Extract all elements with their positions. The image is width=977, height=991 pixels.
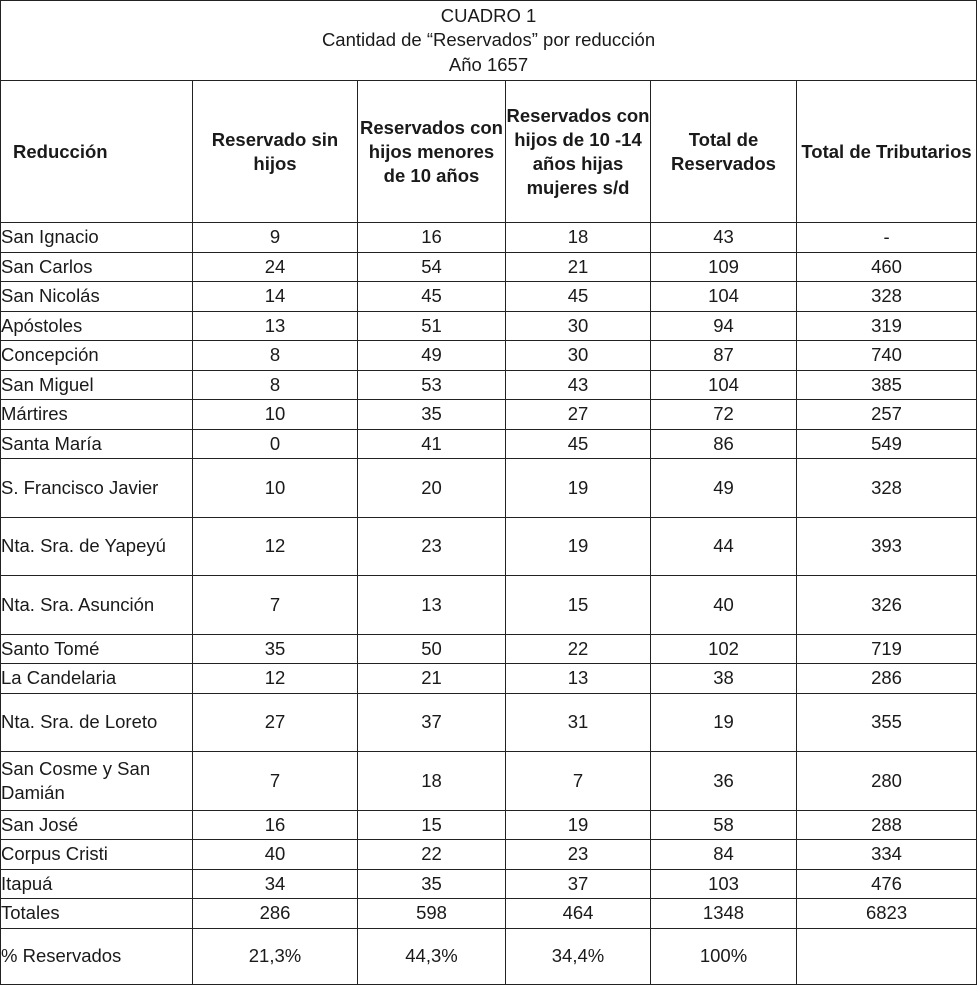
table-row <box>1 252 977 282</box>
hijos-10-14-cell: 21 <box>506 252 651 282</box>
total-reservados-cell: 104 <box>651 370 797 400</box>
total-reservados-cell: 49 <box>651 459 797 518</box>
table-row <box>1 664 977 694</box>
total-reservados-cell: 43 <box>651 223 797 253</box>
caption-subtitle: Cantidad de “Reservados” por reducción <box>321 29 656 51</box>
reduccion-name-cell: San Nicolás <box>1 282 193 312</box>
hijos-menores-cell: 23 <box>358 517 506 576</box>
hijos-menores-cell: 35 <box>358 869 506 899</box>
hijos-10-14-cell: 7 <box>506 752 651 811</box>
hijos-10-14-cell: 34,4% <box>506 928 651 984</box>
reservado-sin-hijos-cell: 16 <box>193 810 358 840</box>
total-reservados-cell: 87 <box>651 341 797 371</box>
reduccion-name-cell: Mártires <box>1 400 193 430</box>
reservado-sin-hijos-cell: 10 <box>193 459 358 518</box>
hijos-menores-cell: 15 <box>358 810 506 840</box>
total-reservados-cell: 102 <box>651 634 797 664</box>
total-tributarios-cell: 319 <box>797 311 977 341</box>
hijos-menores-cell: 21 <box>358 664 506 694</box>
reservado-sin-hijos-cell: 12 <box>193 517 358 576</box>
total-reservados-cell: 36 <box>651 752 797 811</box>
header-reservado-sin-hijos: Reservado sin hijos <box>193 81 358 223</box>
hijos-10-14-cell: 30 <box>506 311 651 341</box>
hijos-10-14-cell: 31 <box>506 693 651 752</box>
hijos-10-14-cell: 27 <box>506 400 651 430</box>
reduccion-name-cell: Apóstoles <box>1 311 193 341</box>
hijos-menores-cell: 16 <box>358 223 506 253</box>
total-tributarios-cell: 334 <box>797 840 977 870</box>
reservado-sin-hijos-cell: 7 <box>193 576 358 635</box>
header-reduccion: Reducción <box>1 81 193 223</box>
total-tributarios-cell: - <box>797 223 977 253</box>
hijos-menores-cell: 22 <box>358 840 506 870</box>
reduccion-name-cell: Nta. Sra. de Loreto <box>1 693 193 752</box>
total-tributarios-cell: 393 <box>797 517 977 576</box>
reduccion-name-cell: San Carlos <box>1 252 193 282</box>
hijos-10-14-cell: 43 <box>506 370 651 400</box>
table-row <box>1 400 977 430</box>
header-reservados-hijos-menores: Reservados con hijos menores de 10 años <box>358 81 506 223</box>
table-row <box>1 341 977 371</box>
caption-row <box>1 1 977 81</box>
header-total-reservados: Total de Reservados <box>651 81 797 223</box>
total-reservados-cell: 109 <box>651 252 797 282</box>
table-row <box>1 370 977 400</box>
hijos-menores-cell: 51 <box>358 311 506 341</box>
totals-row <box>1 899 977 929</box>
table-caption <box>1 1 977 81</box>
hijos-menores-cell: 50 <box>358 634 506 664</box>
total-reservados-cell: 40 <box>651 576 797 635</box>
hijos-menores-cell: 35 <box>358 400 506 430</box>
table-row <box>1 517 977 576</box>
reservado-sin-hijos-cell: 7 <box>193 752 358 811</box>
reservado-sin-hijos-cell: 35 <box>193 634 358 664</box>
table-row <box>1 429 977 459</box>
hijos-10-14-cell: 37 <box>506 869 651 899</box>
reservado-sin-hijos-cell: 12 <box>193 664 358 694</box>
reservado-sin-hijos-cell: 286 <box>193 899 358 929</box>
reservado-sin-hijos-cell: 8 <box>193 341 358 371</box>
caption-year: Año 1657 <box>448 53 529 75</box>
reduccion-name-cell: Santo Tomé <box>1 634 193 664</box>
hijos-menores-cell: 54 <box>358 252 506 282</box>
total-reservados-cell: 86 <box>651 429 797 459</box>
hijos-10-14-cell: 464 <box>506 899 651 929</box>
hijos-menores-cell: 44,3% <box>358 928 506 984</box>
table-row <box>1 693 977 752</box>
reduccion-name-cell: S. Francisco Javier <box>1 459 193 518</box>
hijos-menores-cell: 37 <box>358 693 506 752</box>
total-tributarios-cell: 328 <box>797 282 977 312</box>
reservado-sin-hijos-cell: 8 <box>193 370 358 400</box>
table-row <box>1 840 977 870</box>
total-tributarios-cell: 355 <box>797 693 977 752</box>
hijos-10-14-cell: 45 <box>506 282 651 312</box>
reservado-sin-hijos-cell: 24 <box>193 252 358 282</box>
total-tributarios-cell <box>797 928 977 984</box>
reduccion-name-cell: San Ignacio <box>1 223 193 253</box>
total-reservados-cell: 104 <box>651 282 797 312</box>
total-tributarios-cell: 549 <box>797 429 977 459</box>
table-row <box>1 223 977 253</box>
reduccion-name-cell: San José <box>1 810 193 840</box>
caption-title: CUADRO 1 <box>440 4 537 26</box>
table-row <box>1 634 977 664</box>
table-row <box>1 869 977 899</box>
reduccion-name-cell: Nta. Sra. de Yapeyú <box>1 517 193 576</box>
total-tributarios-cell: 257 <box>797 400 977 430</box>
percent-row <box>1 928 977 984</box>
reservado-sin-hijos-cell: 9 <box>193 223 358 253</box>
table-row <box>1 752 977 811</box>
total-reservados-cell: 103 <box>651 869 797 899</box>
reduccion-name-cell: La Candelaria <box>1 664 193 694</box>
total-tributarios-cell: 385 <box>797 370 977 400</box>
reservado-sin-hijos-cell: 27 <box>193 693 358 752</box>
total-tributarios-cell: 326 <box>797 576 977 635</box>
hijos-menores-cell: 49 <box>358 341 506 371</box>
reservado-sin-hijos-cell: 40 <box>193 840 358 870</box>
hijos-menores-cell: 53 <box>358 370 506 400</box>
table-row <box>1 576 977 635</box>
reservado-sin-hijos-cell: 34 <box>193 869 358 899</box>
hijos-10-14-cell: 19 <box>506 459 651 518</box>
hijos-10-14-cell: 18 <box>506 223 651 253</box>
table-row <box>1 810 977 840</box>
reduccion-name-cell: Itapuá <box>1 869 193 899</box>
total-reservados-cell: 44 <box>651 517 797 576</box>
hijos-menores-cell: 41 <box>358 429 506 459</box>
total-reservados-cell: 38 <box>651 664 797 694</box>
reservado-sin-hijos-cell: 10 <box>193 400 358 430</box>
table-row <box>1 311 977 341</box>
reservado-sin-hijos-cell: 0 <box>193 429 358 459</box>
header-reservados-hijos-10-14: Reservados con hijos de 10 -14 años hijas mujeres s/d <box>506 81 651 223</box>
hijos-menores-cell: 598 <box>358 899 506 929</box>
total-reservados-cell: 84 <box>651 840 797 870</box>
reduccion-name-cell: % Reservados <box>1 928 193 984</box>
reduccion-name-cell: Corpus Cristi <box>1 840 193 870</box>
total-reservados-cell: 100% <box>651 928 797 984</box>
total-reservados-cell: 1348 <box>651 899 797 929</box>
table-row <box>1 459 977 518</box>
reduccion-name-cell: San Cosme y San Damián <box>1 752 193 811</box>
hijos-10-14-cell: 23 <box>506 840 651 870</box>
hijos-10-14-cell: 19 <box>506 810 651 840</box>
reduccion-name-cell: Nta. Sra. Asunción <box>1 576 193 635</box>
reduccion-name-cell: San Miguel <box>1 370 193 400</box>
total-reservados-cell: 19 <box>651 693 797 752</box>
reduccion-name-cell: Totales <box>1 899 193 929</box>
total-tributarios-cell: 476 <box>797 869 977 899</box>
hijos-menores-cell: 18 <box>358 752 506 811</box>
hijos-menores-cell: 45 <box>358 282 506 312</box>
hijos-menores-cell: 20 <box>358 459 506 518</box>
reservado-sin-hijos-cell: 14 <box>193 282 358 312</box>
total-reservados-cell: 94 <box>651 311 797 341</box>
hijos-menores-cell: 13 <box>358 576 506 635</box>
total-tributarios-cell: 328 <box>797 459 977 518</box>
total-reservados-cell: 72 <box>651 400 797 430</box>
reduccion-name-cell: Santa María <box>1 429 193 459</box>
total-tributarios-cell: 286 <box>797 664 977 694</box>
reduccion-name-cell: Concepción <box>1 341 193 371</box>
total-tributarios-cell: 740 <box>797 341 977 371</box>
hijos-10-14-cell: 19 <box>506 517 651 576</box>
hijos-10-14-cell: 30 <box>506 341 651 371</box>
hijos-10-14-cell: 15 <box>506 576 651 635</box>
reservado-sin-hijos-cell: 13 <box>193 311 358 341</box>
header-total-tributarios: Total de Tributarios <box>797 81 977 223</box>
hijos-10-14-cell: 22 <box>506 634 651 664</box>
total-tributarios-cell: 719 <box>797 634 977 664</box>
hijos-10-14-cell: 45 <box>506 429 651 459</box>
total-tributarios-cell: 280 <box>797 752 977 811</box>
hijos-10-14-cell: 13 <box>506 664 651 694</box>
total-tributarios-cell: 460 <box>797 252 977 282</box>
total-reservados-cell: 58 <box>651 810 797 840</box>
total-tributarios-cell: 6823 <box>797 899 977 929</box>
table-row <box>1 282 977 312</box>
reservado-sin-hijos-cell: 21,3% <box>193 928 358 984</box>
header-row <box>1 81 977 223</box>
total-tributarios-cell: 288 <box>797 810 977 840</box>
table-body <box>1 223 977 985</box>
